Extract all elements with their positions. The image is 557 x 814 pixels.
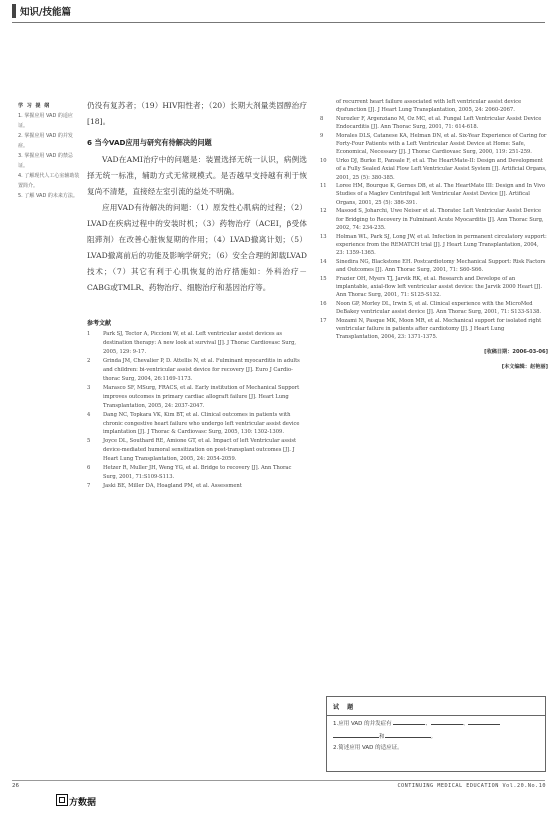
reference-item: 15 Frazier OH, Myers TJ, Jarvik RK, et al. Research and Develope of an implantable, axial-flow left ventricular assist device: the Jarvik 2000 Heart [J]. Ann Thorac Surg, 2001, 71: S125-S132. [320,275,542,299]
page-number: 26 [12,783,19,789]
reference-item: 10 Urko DJ, Burke E, Pansale F, et al. The HeartMate-II: Design and Development of a Fully Sealed Axial Flow Left Ventricular Assist System [J]. Artificial Organs, 2001, 25 (5): 380-385. [320,157,547,181]
study-outline-item: 3. 掌握应用 VAD 的禁忌证。 [18,153,73,169]
study-outline-item: 4. 了解现代人工心室辅助装置简介。 [18,173,80,189]
quiz-title: 试 题 [333,704,357,711]
reference-item: 4 Dang NC, Topkara VK, Kim BT, et al. Clinical outcomes in patients with chronic congestive heart failure who undergo left ventricular assist device implantation [J]. J Thorac & Cardiovasc Surg, 2005, 130: 1302-1309. [87,411,300,436]
section-header: 知识/技能篇 [20,7,71,18]
journal-footer: CONTINUING MEDICAL EDUCATION Vol.20.No.10 [397,783,546,789]
reference-item: 14 Sinedira NG, Blackstone EH. Postcardiotomy Mechanical Support: Risk Factors and Outcomes [J]. Ann Thorac Surg, 2001, 71: S60-S66. [320,258,546,274]
reference-item: 11 Loree HM, Bourque K, Gernes DB, et al. The HeartMate III: Design and In Vivo Studies of a Maglev Centrifugal left Ventricular Assist Device [J]. Artifical Organs, 2001, 25 (5): 386-391. [320,183,546,206]
answer-blank [385,729,431,738]
editor-credit: [本文编辑：赵艳丽] [501,363,548,370]
references-title: 参考文献 [87,320,112,327]
reference-item: 17 Mozami N, Pasque MK, Moon MR, et al. Mechanical support for isolated right ventricular failure in patients after cardiotomy [J]. J Heart Lung Transplantation, 2004, 23: 1371-1375. [320,317,542,341]
study-outline-item: 2. 掌握应用 VAD 的并发症。 [18,133,73,149]
body-paragraph: 应用VAD有待解决的问题：（1）原发性心肌病的过程；（2）LVAD在疾病过程中的安装时机；（3）药物治疗（ACEI，β受体阻滞剂）在改善心脏恢复期的作用；（4）LVAD撤离计划；（5）LVAD撤离前后的功能及影响学研究；（6）安全合理的卸载LVAD技术；（7）其它有利于心肌恢复的治疗措施如：外科治疗－CABG或TMLR、药物治疗、细胞治疗和基因治疗等。 [87,203,307,292]
study-outline [18,101,80,201]
header-rule [12,22,545,23]
reference-item: 9 Morales DLS, Catanese KA, Helman DN, et al. Six-Year Experience of Caring for Forty-Four Patients with a Left Ventricular Assist Device at Home: Safe, Economical, Necessary [J]. J Thorac Cardiovasc Surg, 2000, 119: 251-259. [320,132,547,156]
reference-item: 13 Holman WL, Park SJ, Long JW, et al. Infection in permanent circulatory support: experience from the REMATCH trial [J]. J Heart Lung Transplantation, 2004, 23: 1359-1365. [320,233,547,257]
body-paragraph: VAD在AMI治疗中的问题是：装置选择无统一认识，病例选择无统一标准，辅助方式无常规模式。是否越早支持越有利于恢复尚不清楚，直接经左室引流的益处不明确。 [87,155,307,196]
quiz-question-1: 1.应用 VAD 的并发症有 、 、 [333,716,545,729]
right-column [320,98,548,372]
reference-item: 3 Marasco SF, MSurg, FRACS, et al. Early institution of Mechanical Support improves outcomes in primary cardiac allograft failure [J]. Heart Lung Transplantation, 2005, 24: 2037-2047. [87,384,300,409]
logo-text: 方数据 [69,798,97,808]
reference-item: 7 Jaski BE, Miller DA, Hoagland PM, et al. Assessment [87,483,242,490]
reference-item: 16 Noon GP, Morley DL, Irwin S, et al. Clinical experience with the MicroMed DeBakey ventricular assist device [J]. Ann Thorac Surg, 2001, 71: S133-S138. [320,300,542,316]
answer-blank [468,716,500,725]
answer-blank [333,729,379,738]
reference-item: 1 Park SJ, Tector A, Piccioni W, et al. Left ventricular assist devices as destination therapy: A new look at survival [J]. J Thorac Cardiovasc Surg, 2005, 129: 9-17. [87,331,297,355]
study-outline-title: 学 习 提 纲 [18,103,51,109]
section-heading: 6 当今VAD应用与研究有待解决的问题 [87,138,212,147]
reference-item: 6 Hetzer R, Muller JH, Weng YG, et al. Bridge to recovery [J]. Ann Thorac Surg, 2001, 71:S109-S113. [87,465,292,481]
study-outline-item: 5. 了解 VAD 的未来方法。 [18,193,78,199]
quiz-question-1-and: 和 [379,734,385,740]
reference-item: 12 Masood S, Joharchi, Uwe Neiser et al. Thoratec Left Ventricular Assist Device for Bridging to Recovery in Fulminant Acute Myocarditis [J]. Ann Thorac Surg, 2002, 74: 234-235. [320,208,544,232]
quiz-question-1-cont: 和 。 [333,729,545,742]
quiz-box [326,696,546,772]
reference-item: 8 Nurozler F, Argenziano M, Oz MC, et al. Fungal Left Ventricular Assist Device Endocarditis [J]. Ann Thorac Surg, 2001, 71: 614-618. [320,115,542,131]
logo-square-icon [56,794,68,806]
references-list-right [320,98,548,342]
references-list-left [87,330,307,491]
quiz-question-2: 2.简述应用 VAD 的适应证。 [333,745,403,751]
answer-blank [431,716,463,725]
reference-continuation: of recurrent heart failure associated with left ventricular assist device dysfunction [J]. J Heart Lung Transplantation, 2005, 24: 2060-2067. [336,99,522,114]
footer-rule [12,780,545,781]
answer-blank [393,716,425,725]
middle-column [87,98,307,491]
study-outline-item: 1. 掌握应用 VAD 的适应证。 [18,113,73,129]
intro-paragraph: 仍没有复苏者；（19）HIV阳性者；（20）长期大剂量类固醇治疗[18]。 [87,101,307,126]
received-date: [收稿日期：2006-03-06] [484,348,548,355]
reference-item: 5 Joyce DL, Southard RE, Amione GT, et al. Impact of left Ventricular assist device-mediated humoral sensitization on post-transplant outcomes [J]. J Heart Lung Transplantation, 2005, 24: 2054-2059. [87,438,297,463]
wanfang-logo [56,794,96,808]
quiz-question-1-prefix: 1.应用 VAD 的并发症有 [333,721,392,727]
reference-item: 2 Grinda JM, Chevalier P, D. Attellis N, et al. Fulminant myocarditis in adults and children: bi-ventricular assist device for recovery [J]. Euro J Cardio-thorac Surg, 2004, 26:1169-1173. [87,357,300,382]
header-accent-bar [12,4,16,18]
